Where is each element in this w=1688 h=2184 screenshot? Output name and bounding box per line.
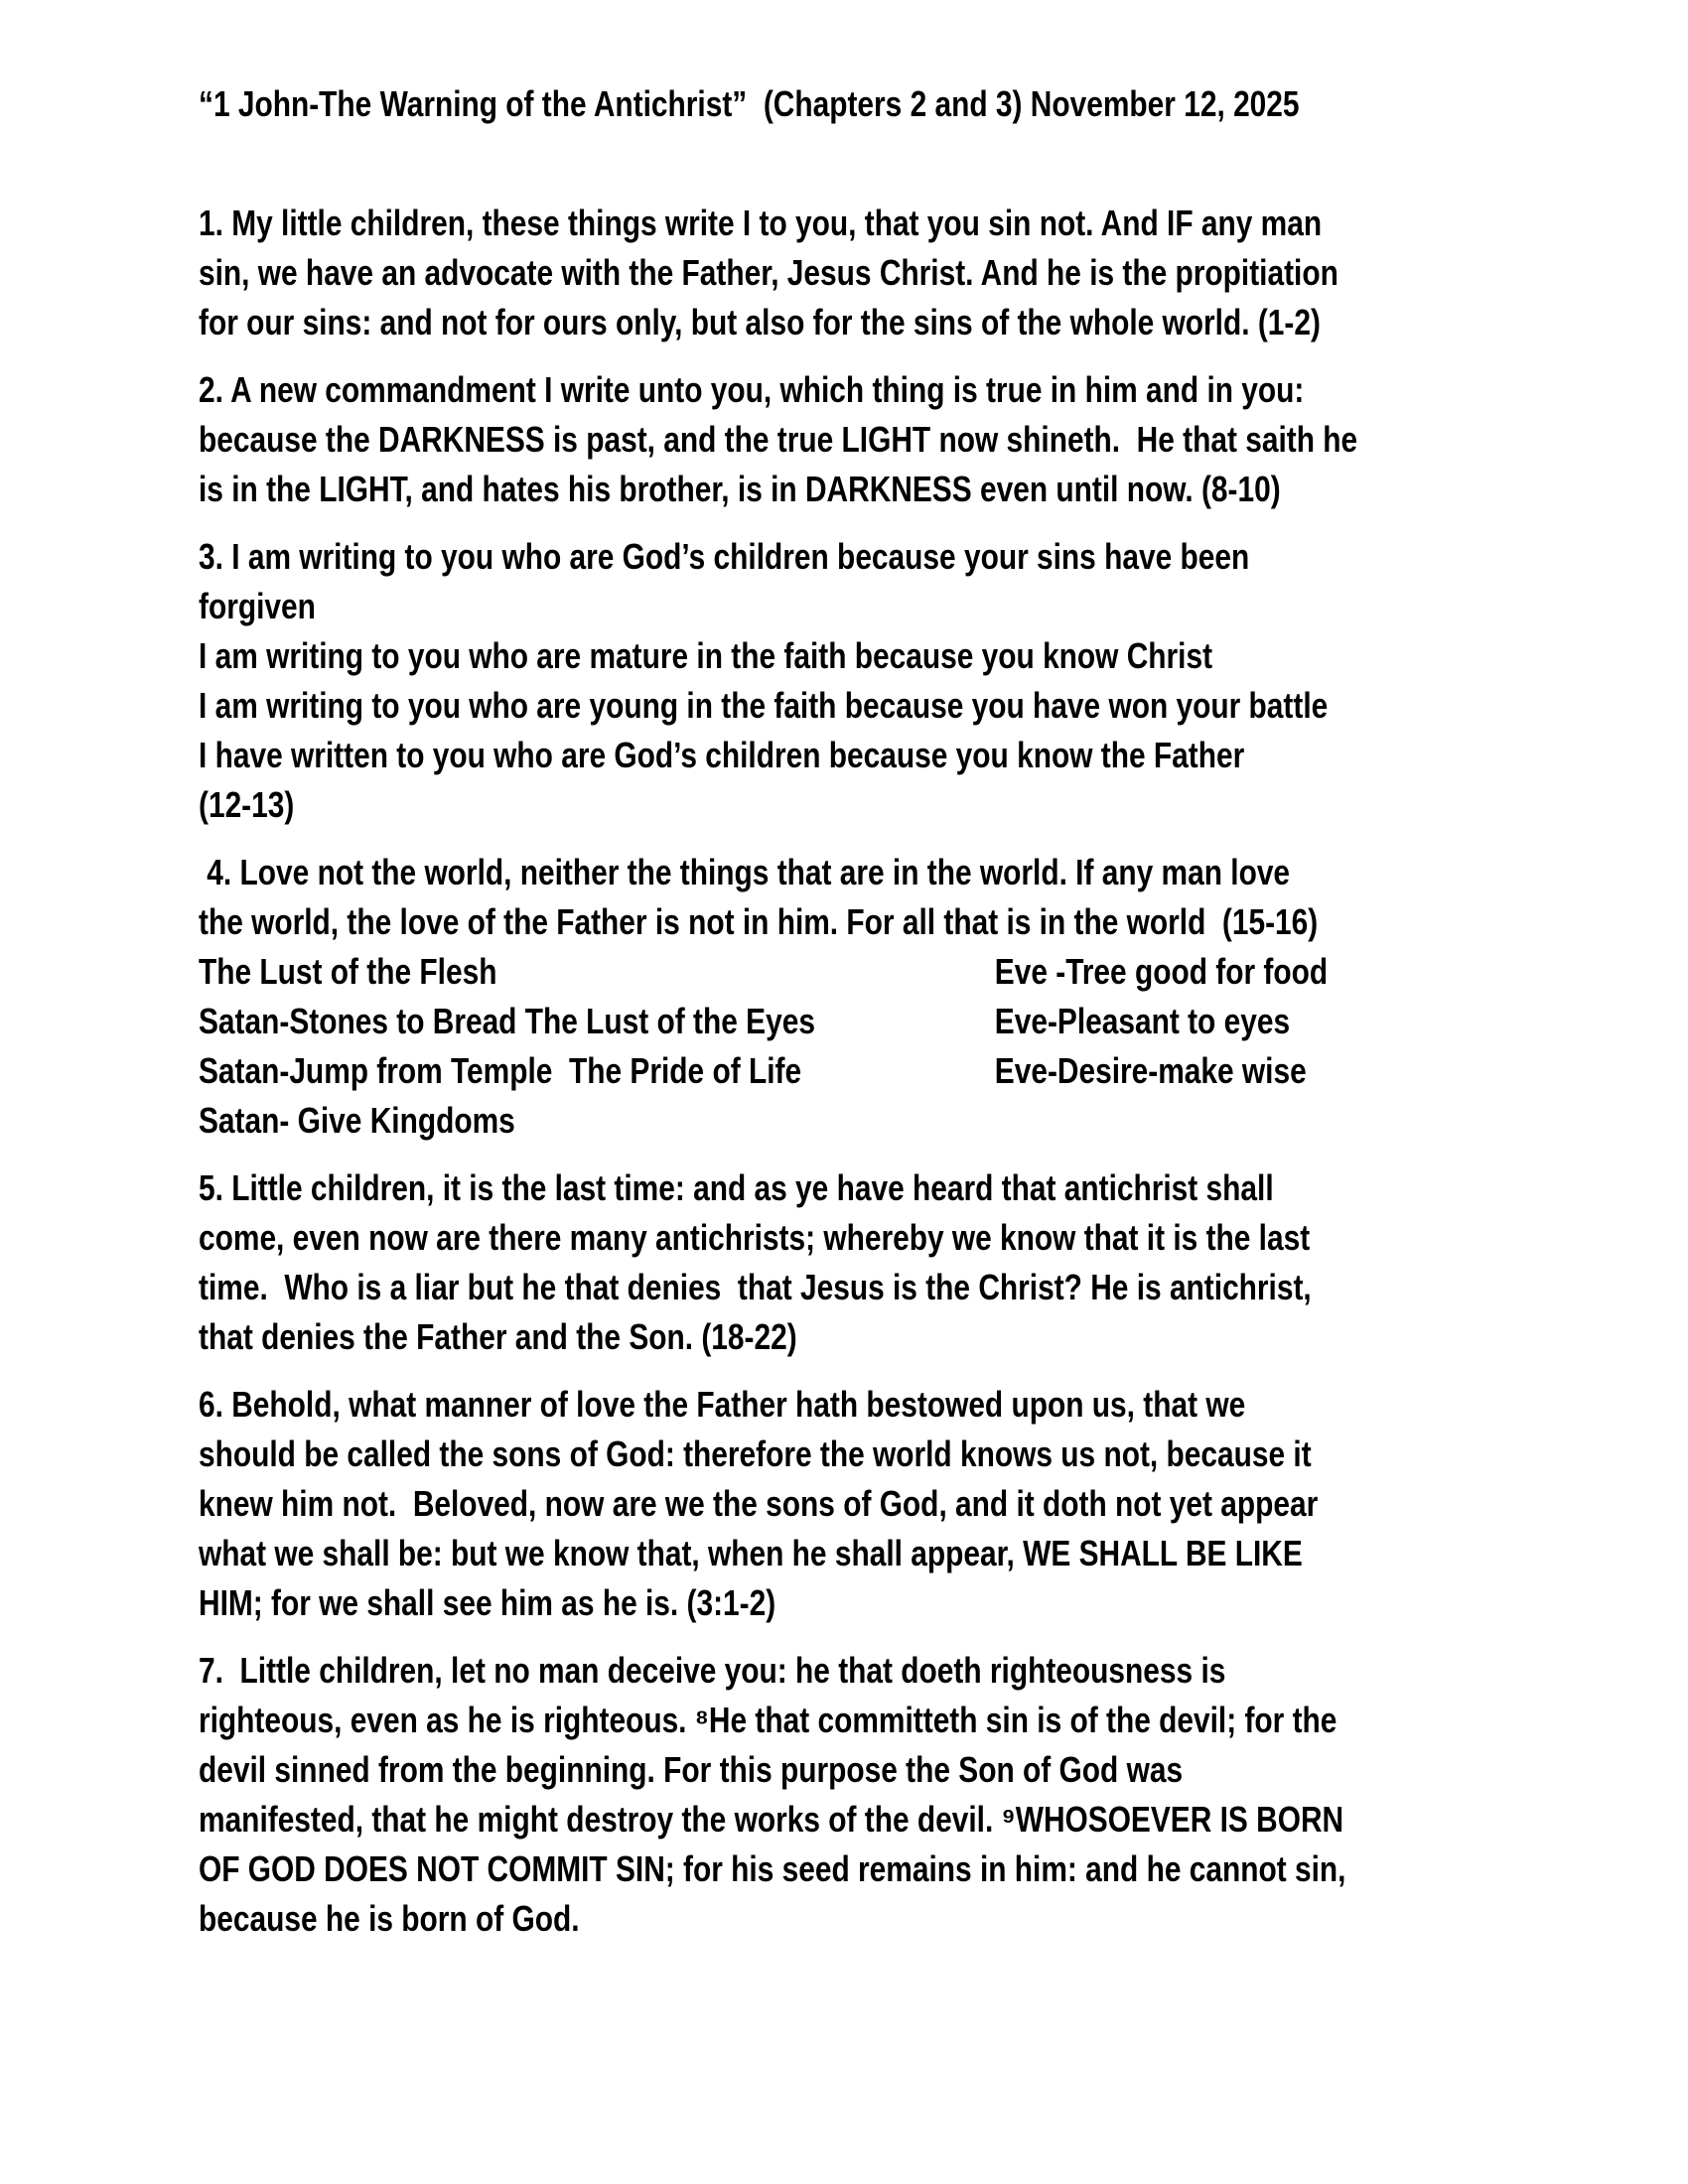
paragraph-verse-5	[199, 1163, 1489, 1362]
verse-1-line: for our sins: and not for ours only, but also for the sins of the whole world. (1-2)	[199, 302, 1321, 342]
paragraph-verse-4	[199, 848, 1489, 1146]
verse-4-column-left: Satan-Jump from Temple The Pride of Life	[199, 1050, 802, 1091]
document-title: “1 John-The Warning of the Antichrist” (Chapters 2 and 3) November 12, 2025	[199, 83, 1300, 124]
verse-6-line: HIM; for we shall see him as he is. (3:1-2)	[199, 1582, 776, 1623]
verse-4-line: 4. Love not the world, neither the things that are in the world. If any man love	[199, 852, 1291, 892]
paragraph-verse-3	[199, 532, 1489, 830]
verse-1-line: sin, we have an advocate with the Father, Jesus Christ. And he is the propitiation	[199, 252, 1338, 293]
verse-4-line: the world, the love of the Father is not in him. For all that is in the world (15-16)	[199, 901, 1319, 942]
verse-7-line: because he is born of God.	[199, 1898, 580, 1939]
verse-6-line: knew him not. Beloved, now are we the sons of God, and it doth not yet appear	[199, 1483, 1319, 1524]
verse-6-line: should be called the sons of God: therefore the world knows us not, because it	[199, 1433, 1312, 1474]
paragraph-verse-6	[199, 1380, 1489, 1628]
paragraph-verse-7	[199, 1646, 1489, 1944]
verse-4-column-right: Eve-Pleasant to eyes	[994, 1001, 1291, 1041]
verse-5-line: come, even now are there many antichrists; whereby we know that it is the last	[199, 1217, 1311, 1258]
verse-6-line: 6. Behold, what manner of love the Father hath bestowed upon us, that we	[199, 1384, 1246, 1425]
verse-5-line: 5. Little children, it is the last time: and as ye have heard that antichrist shall	[199, 1167, 1274, 1208]
verse-4-column-left: The Lust of the Flesh	[199, 951, 497, 992]
verse-5-line: that denies the Father and the Son. (18-22)	[199, 1316, 797, 1357]
verse-4-column-right: Eve -Tree good for food	[994, 951, 1329, 992]
verse-3-line: I am writing to you who are young in the faith because you have won your battle	[199, 685, 1329, 726]
verse-4-column-row	[199, 1096, 1489, 1146]
verse-5-line: time. Who is a liar but he that denies that Jesus is the Christ? He is antichrist,	[199, 1267, 1312, 1307]
verse-6-line: what we shall be: but we know that, when he shall appear, WE SHALL BE LIKE	[199, 1533, 1303, 1573]
document-content	[199, 79, 1489, 1962]
document-body	[199, 199, 1489, 1944]
verse-4-column-row	[199, 1046, 1489, 1096]
verse-7-line: devil sinned from the beginning. For this purpose the Son of God was	[199, 1749, 1184, 1790]
verse-7-line: 7. Little children, let no man deceive you: he that doeth righteousness is	[199, 1650, 1226, 1691]
verse-4-column-left: Satan- Give Kingdoms	[199, 1100, 515, 1141]
paragraph-verse-1	[199, 199, 1489, 347]
paragraph-verse-2	[199, 365, 1489, 514]
verse-4-column-right: Eve-Desire-make wise	[994, 1050, 1307, 1091]
verse-3-line: I am writing to you who are mature in the faith because you know Christ	[199, 635, 1213, 676]
verse-2-line: 2. A new commandment I write unto you, which thing is true in him and in you:	[199, 369, 1305, 410]
verse-3-line: I have written to you who are God’s children because you know the Father	[199, 735, 1245, 775]
verse-3-line: forgiven	[199, 586, 316, 626]
verse-4-column-row	[199, 947, 1489, 997]
verse-7-line: manifested, that he might destroy the works of the devil. ⁹WHOSOEVER IS BORN	[199, 1799, 1344, 1840]
verse-3-line: 3. I am writing to you who are God’s children because your sins have been	[199, 536, 1250, 577]
verse-2-line: is in the LIGHT, and hates his brother, is in DARKNESS even until now. (8-10)	[199, 469, 1281, 509]
verse-4-column-row	[199, 997, 1489, 1046]
verse-3-line: (12-13)	[199, 784, 295, 825]
verse-4-column-left: Satan-Stones to Bread The Lust of the Eyes	[199, 1001, 815, 1041]
verse-7-line: OF GOD DOES NOT COMMIT SIN; for his seed remains in him: and he cannot sin,	[199, 1848, 1346, 1889]
verse-2-line: because the DARKNESS is past, and the true LIGHT now shineth. He that saith he	[199, 419, 1358, 460]
verse-7-line: righteous, even as he is righteous. ⁸He that committeth sin is of the devil; for the	[199, 1700, 1337, 1740]
verse-1-line: 1. My little children, these things write I to you, that you sin not. And IF any man	[199, 203, 1323, 243]
